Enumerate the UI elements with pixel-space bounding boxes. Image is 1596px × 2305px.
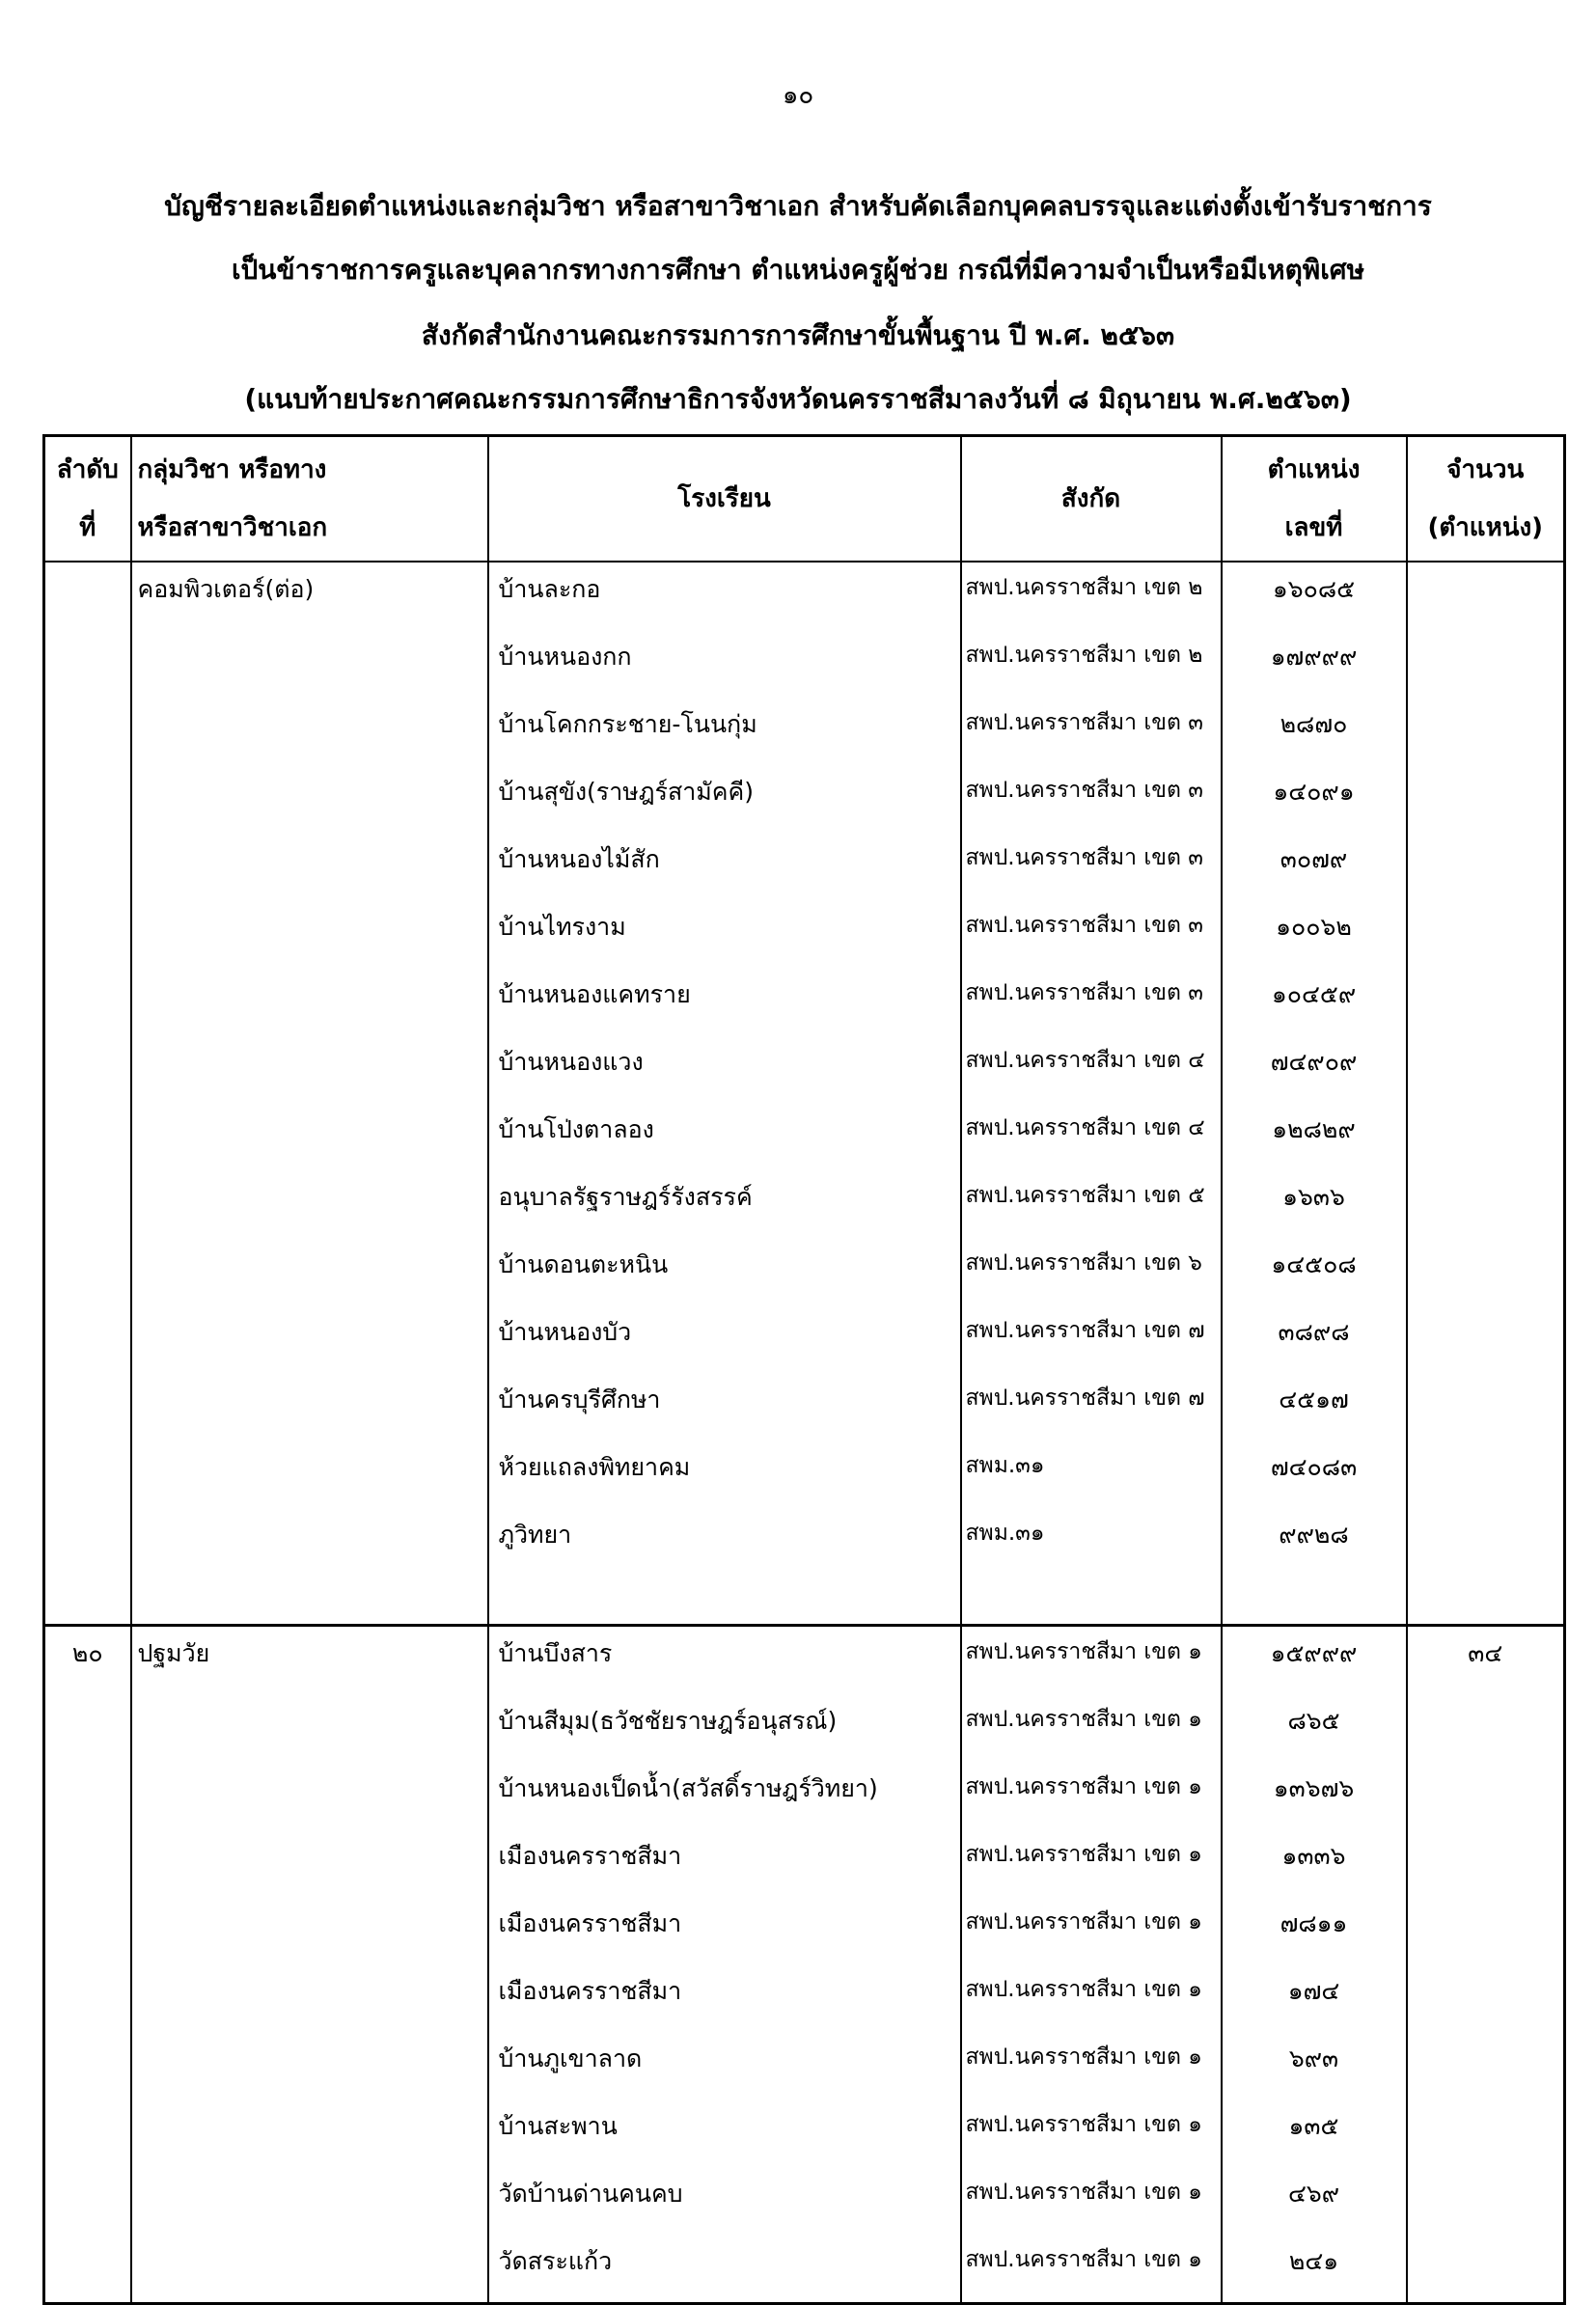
- header-org: สังกัด: [961, 436, 1222, 563]
- org-cell: สพป.นครราชสีมา เขต ๓: [961, 968, 1222, 1035]
- subject-cell: [131, 765, 488, 833]
- header-subject-line1: กลุ่มวิชา หรือทาง: [137, 455, 327, 484]
- school-cell: วัดสระแก้ว: [488, 2235, 961, 2304]
- position-cell: ๗๔๙๐๙: [1222, 1035, 1407, 1103]
- table-row: [44, 2235, 1565, 2304]
- position-cell: ๘๖๕: [1222, 1694, 1407, 1762]
- school-cell: บ้านสุขัง(ราษฎร์สามัคคี): [488, 765, 961, 833]
- table-row: [44, 2032, 1565, 2099]
- count-cell: [1407, 968, 1565, 1035]
- no-cell: [44, 1441, 131, 1508]
- position-cell: ๑๗๙๙๙: [1222, 630, 1407, 698]
- position-cell: ๓๘๙๘: [1222, 1305, 1407, 1373]
- position-cell: ๑๗๔: [1222, 1964, 1407, 2032]
- table-row: [44, 1170, 1565, 1238]
- title-line-2: เป็นข้าราชการครูและบุคลากรทางการศึกษา ตำแหน่งครูผู้ช่วย กรณีที่มีความจำเป็นหรือมีเหตุพิเศษ: [231, 254, 1365, 286]
- table-row: [44, 1373, 1565, 1441]
- org-cell: สพป.นครราชสีมา เขต ๑: [961, 2167, 1222, 2235]
- position-cell: ๒๔๑: [1222, 2235, 1407, 2304]
- count-cell: [1407, 1170, 1565, 1238]
- no-cell: [44, 1762, 131, 1829]
- count-cell: [1407, 562, 1565, 630]
- school-cell: บ้านไทรงาม: [488, 900, 961, 968]
- position-cell: ๑๔๕๐๘: [1222, 1238, 1407, 1305]
- org-cell: สพป.นครราชสีมา เขต ๑: [961, 1829, 1222, 1897]
- count-cell: [1407, 1829, 1565, 1897]
- header-subject-line2: หรือสาขาวิชาเอก: [137, 513, 328, 542]
- count-cell: [1407, 900, 1565, 968]
- count-cell: [1407, 2099, 1565, 2167]
- position-cell: ๑๖๓๖: [1222, 1170, 1407, 1238]
- position-cell: ๑๓๕: [1222, 2099, 1407, 2167]
- count-cell: [1407, 1762, 1565, 1829]
- no-cell: [44, 1035, 131, 1103]
- header-count: [1407, 436, 1565, 563]
- header-position-line1: ตำแหน่ง: [1267, 455, 1361, 484]
- subject-cell: [131, 1762, 488, 1829]
- subject-cell: [131, 2235, 488, 2304]
- count-cell: [1407, 1441, 1565, 1508]
- table-row: [44, 1305, 1565, 1373]
- no-cell: [44, 765, 131, 833]
- no-cell: [44, 1508, 131, 1576]
- subject-cell: [131, 1103, 488, 1170]
- count-cell: [1407, 2032, 1565, 2099]
- school-cell: บ้านภูเขาลาด: [488, 2032, 961, 2099]
- table-row: [44, 1238, 1565, 1305]
- count-cell: [1407, 1238, 1565, 1305]
- no-cell: [44, 1103, 131, 1170]
- count-cell: [1407, 1373, 1565, 1441]
- table-row: [44, 1897, 1565, 1964]
- count-cell: [1407, 1897, 1565, 1964]
- school-cell: ห้วยแถลงพิทยาคม: [488, 1441, 961, 1508]
- table-row: [44, 833, 1565, 900]
- table-row: [44, 1829, 1565, 1897]
- position-cell: ๑๔๐๙๑: [1222, 765, 1407, 833]
- school-cell: บ้านสะพาน: [488, 2099, 961, 2167]
- org-cell: สพป.นครราชสีมา เขต ๓: [961, 765, 1222, 833]
- position-cell: ๖๙๓: [1222, 2032, 1407, 2099]
- no-cell: [44, 1305, 131, 1373]
- school-cell: วัดบ้านด่านคนคบ: [488, 2167, 961, 2235]
- position-cell: ๙๙๒๘: [1222, 1508, 1407, 1576]
- position-cell: ๑๐๐๖๒: [1222, 900, 1407, 968]
- org-cell: สพป.นครราชสีมา เขต ๔: [961, 1103, 1222, 1170]
- school-cell: บ้านหนองแคทราย: [488, 968, 961, 1035]
- header-no-line1: ลำดับ: [56, 455, 119, 484]
- table-row: [44, 2167, 1565, 2235]
- table-row: [44, 765, 1565, 833]
- count-cell: ๓๔: [1407, 1626, 1565, 1695]
- no-cell: [44, 968, 131, 1035]
- no-cell: [44, 698, 131, 765]
- org-cell: สพป.นครราชสีมา เขต ๑: [961, 1897, 1222, 1964]
- table-row: [44, 2099, 1565, 2167]
- count-cell: [1407, 1576, 1565, 1626]
- org-cell: สพป.นครราชสีมา เขต ๔: [961, 1035, 1222, 1103]
- subject-cell: [131, 1897, 488, 1964]
- title-line-3: สังกัดสำนักงานคณะกรรมการการศึกษาขั้นพื้นฐาน ปี พ.ศ. ๒๕๖๓: [421, 319, 1175, 351]
- count-cell: [1407, 765, 1565, 833]
- table-row: [44, 1103, 1565, 1170]
- no-cell: [44, 833, 131, 900]
- no-cell: [44, 630, 131, 698]
- org-cell: สพป.นครราชสีมา เขต ๑: [961, 2032, 1222, 2099]
- count-cell: [1407, 1508, 1565, 1576]
- count-cell: [1407, 2167, 1565, 2235]
- no-cell: [44, 562, 131, 630]
- school-cell: บ้านละกอ: [488, 562, 961, 630]
- count-cell: [1407, 698, 1565, 765]
- table-row: [44, 630, 1565, 698]
- table-row: [44, 968, 1565, 1035]
- school-cell: บ้านหนองกก: [488, 630, 961, 698]
- table-row: [44, 1762, 1565, 1829]
- subject-cell: [131, 833, 488, 900]
- no-cell: [44, 2032, 131, 2099]
- no-cell: [44, 1170, 131, 1238]
- school-cell: บ้านหนองบัว: [488, 1305, 961, 1373]
- no-cell: [44, 1829, 131, 1897]
- positions-table: [42, 434, 1566, 2305]
- subject-cell: [131, 1576, 488, 1626]
- count-cell: [1407, 833, 1565, 900]
- school-cell: บ้านหนองแวง: [488, 1035, 961, 1103]
- position-cell: ๔๖๙: [1222, 2167, 1407, 2235]
- subject-cell: [131, 968, 488, 1035]
- school-cell: บ้านดอนตะหนิน: [488, 1238, 961, 1305]
- table-row: [44, 562, 1565, 630]
- school-cell: บ้านโป่งตาลอง: [488, 1103, 961, 1170]
- school-cell: เมืองนครราชสีมา: [488, 1897, 961, 1964]
- count-cell: [1407, 2235, 1565, 2304]
- header-subject: [131, 436, 488, 563]
- subject-cell: [131, 2167, 488, 2235]
- no-cell: [44, 1373, 131, 1441]
- position-cell: ๑๓๓๖: [1222, 1829, 1407, 1897]
- count-cell: [1407, 630, 1565, 698]
- count-cell: [1407, 1305, 1565, 1373]
- header-school: โรงเรียน: [488, 436, 961, 563]
- position-cell: [1222, 1576, 1407, 1626]
- org-cell: สพป.นครราชสีมา เขต ๖: [961, 1238, 1222, 1305]
- org-cell: สพป.นครราชสีมา เขต ๑: [961, 2235, 1222, 2304]
- school-cell: เมืองนครราชสีมา: [488, 1964, 961, 2032]
- subject-cell: [131, 1170, 488, 1238]
- no-cell: [44, 1897, 131, 1964]
- position-cell: ๔๕๑๗: [1222, 1373, 1407, 1441]
- subject-cell: [131, 1035, 488, 1103]
- org-cell: สพป.นครราชสีมา เขต ๕: [961, 1170, 1222, 1238]
- subject-cell: [131, 1964, 488, 2032]
- title-line-1: บัญชีรายละเอียดตำแหน่งและกลุ่มวิชา หรือสาขาวิชาเอก สำหรับคัดเลือกบุคคลบรรจุและแต่งตั้งเข้ารับราชการ: [164, 190, 1432, 222]
- org-cell: สพม.๓๑: [961, 1441, 1222, 1508]
- table-row: [44, 1626, 1565, 1695]
- subject-cell: [131, 1508, 488, 1576]
- table-row: [44, 698, 1565, 765]
- subject-cell: [131, 1441, 488, 1508]
- header-no-line2: ที่: [79, 513, 96, 542]
- table-row: [44, 1964, 1565, 2032]
- school-cell: ภูวิทยา: [488, 1508, 961, 1576]
- title-line-4: (แนบท้ายประกาศคณะกรรมการศึกษาธิการจังหวัดนครราชสีมาลงวันที่ ๘ มิถุนายน พ.ศ.๒๕๖๓): [244, 383, 1352, 415]
- subject-cell: ปฐมวัย: [131, 1626, 488, 1695]
- school-cell: บ้านครบุรีศึกษา: [488, 1373, 961, 1441]
- no-cell: [44, 2167, 131, 2235]
- position-cell: ๗๔๐๘๓: [1222, 1441, 1407, 1508]
- school-cell: [488, 1576, 961, 1626]
- org-cell: สพป.นครราชสีมา เขต ๒: [961, 562, 1222, 630]
- subject-cell: [131, 1829, 488, 1897]
- no-cell: [44, 1964, 131, 2032]
- org-cell: สพป.นครราชสีมา เขต ๓: [961, 833, 1222, 900]
- position-cell: ๑๓๖๗๖: [1222, 1762, 1407, 1829]
- org-cell: สพป.นครราชสีมา เขต ๓: [961, 698, 1222, 765]
- school-cell: บ้านหนองเป็ดน้ำ(สวัสดิ์ราษฎร์วิทยา): [488, 1762, 961, 1829]
- org-cell: สพป.นครราชสีมา เขต ๑: [961, 1964, 1222, 2032]
- school-cell: บ้านโคกกระชาย-โนนกุ่ม: [488, 698, 961, 765]
- org-cell: สพป.นครราชสีมา เขต ๒: [961, 630, 1222, 698]
- no-cell: [44, 1694, 131, 1762]
- school-cell: เมืองนครราชสีมา: [488, 1829, 961, 1897]
- org-cell: สพป.นครราชสีมา เขต ๑: [961, 2099, 1222, 2167]
- org-cell: [961, 1576, 1222, 1626]
- org-cell: สพม.๓๑: [961, 1508, 1222, 1576]
- subject-cell: [131, 698, 488, 765]
- org-cell: สพป.นครราชสีมา เขต ๑: [961, 1694, 1222, 1762]
- org-cell: สพป.นครราชสีมา เขต ๓: [961, 900, 1222, 968]
- position-cell: ๗๘๑๑: [1222, 1897, 1407, 1964]
- org-cell: สพป.นครราชสีมา เขต ๗: [961, 1373, 1222, 1441]
- table-row: [44, 1508, 1565, 1576]
- subject-cell: [131, 2032, 488, 2099]
- org-cell: สพป.นครราชสีมา เขต ๗: [961, 1305, 1222, 1373]
- count-cell: [1407, 1035, 1565, 1103]
- position-cell: ๒๘๗๐: [1222, 698, 1407, 765]
- count-cell: [1407, 1694, 1565, 1762]
- header-position: [1222, 436, 1407, 563]
- subject-cell: [131, 1305, 488, 1373]
- table-body: [44, 562, 1565, 2304]
- school-cell: อนุบาลรัฐราษฎร์รังสรรค์: [488, 1170, 961, 1238]
- no-cell: ๒๐: [44, 1626, 131, 1695]
- table-row: [44, 900, 1565, 968]
- count-cell: [1407, 1964, 1565, 2032]
- no-cell: [44, 1576, 131, 1626]
- table-row: [44, 1035, 1565, 1103]
- org-cell: สพป.นครราชสีมา เขต ๑: [961, 1626, 1222, 1695]
- position-cell: ๑๒๘๒๙: [1222, 1103, 1407, 1170]
- subject-cell: คอมพิวเตอร์(ต่อ): [131, 562, 488, 630]
- header-count-line2: (ตำแหน่ง): [1427, 513, 1544, 542]
- table-header: [44, 436, 1565, 563]
- org-cell: สพป.นครราชสีมา เขต ๑: [961, 1762, 1222, 1829]
- subject-cell: [131, 900, 488, 968]
- header-count-line1: จำนวน: [1446, 455, 1525, 484]
- page-number: ๑๐: [782, 81, 814, 110]
- no-cell: [44, 2235, 131, 2304]
- table-row: [44, 1441, 1565, 1508]
- school-cell: บ้านบึงสาร: [488, 1626, 961, 1695]
- subject-cell: [131, 1373, 488, 1441]
- position-cell: ๑๐๔๕๙: [1222, 968, 1407, 1035]
- school-cell: บ้านหนองไม้สัก: [488, 833, 961, 900]
- header-no: [44, 436, 131, 563]
- subject-cell: [131, 1238, 488, 1305]
- subject-cell: [131, 2099, 488, 2167]
- no-cell: [44, 2099, 131, 2167]
- subject-cell: [131, 1694, 488, 1762]
- table-row: [44, 1576, 1565, 1626]
- count-cell: [1407, 1103, 1565, 1170]
- school-cell: บ้านสีมุม(ธวัชชัยราษฎร์อนุสรณ์): [488, 1694, 961, 1762]
- position-cell: ๑๕๙๙๙: [1222, 1626, 1407, 1695]
- position-cell: ๑๖๐๘๕: [1222, 562, 1407, 630]
- subject-cell: [131, 630, 488, 698]
- header-position-line2: เลขที่: [1284, 513, 1343, 542]
- no-cell: [44, 1238, 131, 1305]
- position-cell: ๓๐๗๙: [1222, 833, 1407, 900]
- no-cell: [44, 900, 131, 968]
- table-row: [44, 1694, 1565, 1762]
